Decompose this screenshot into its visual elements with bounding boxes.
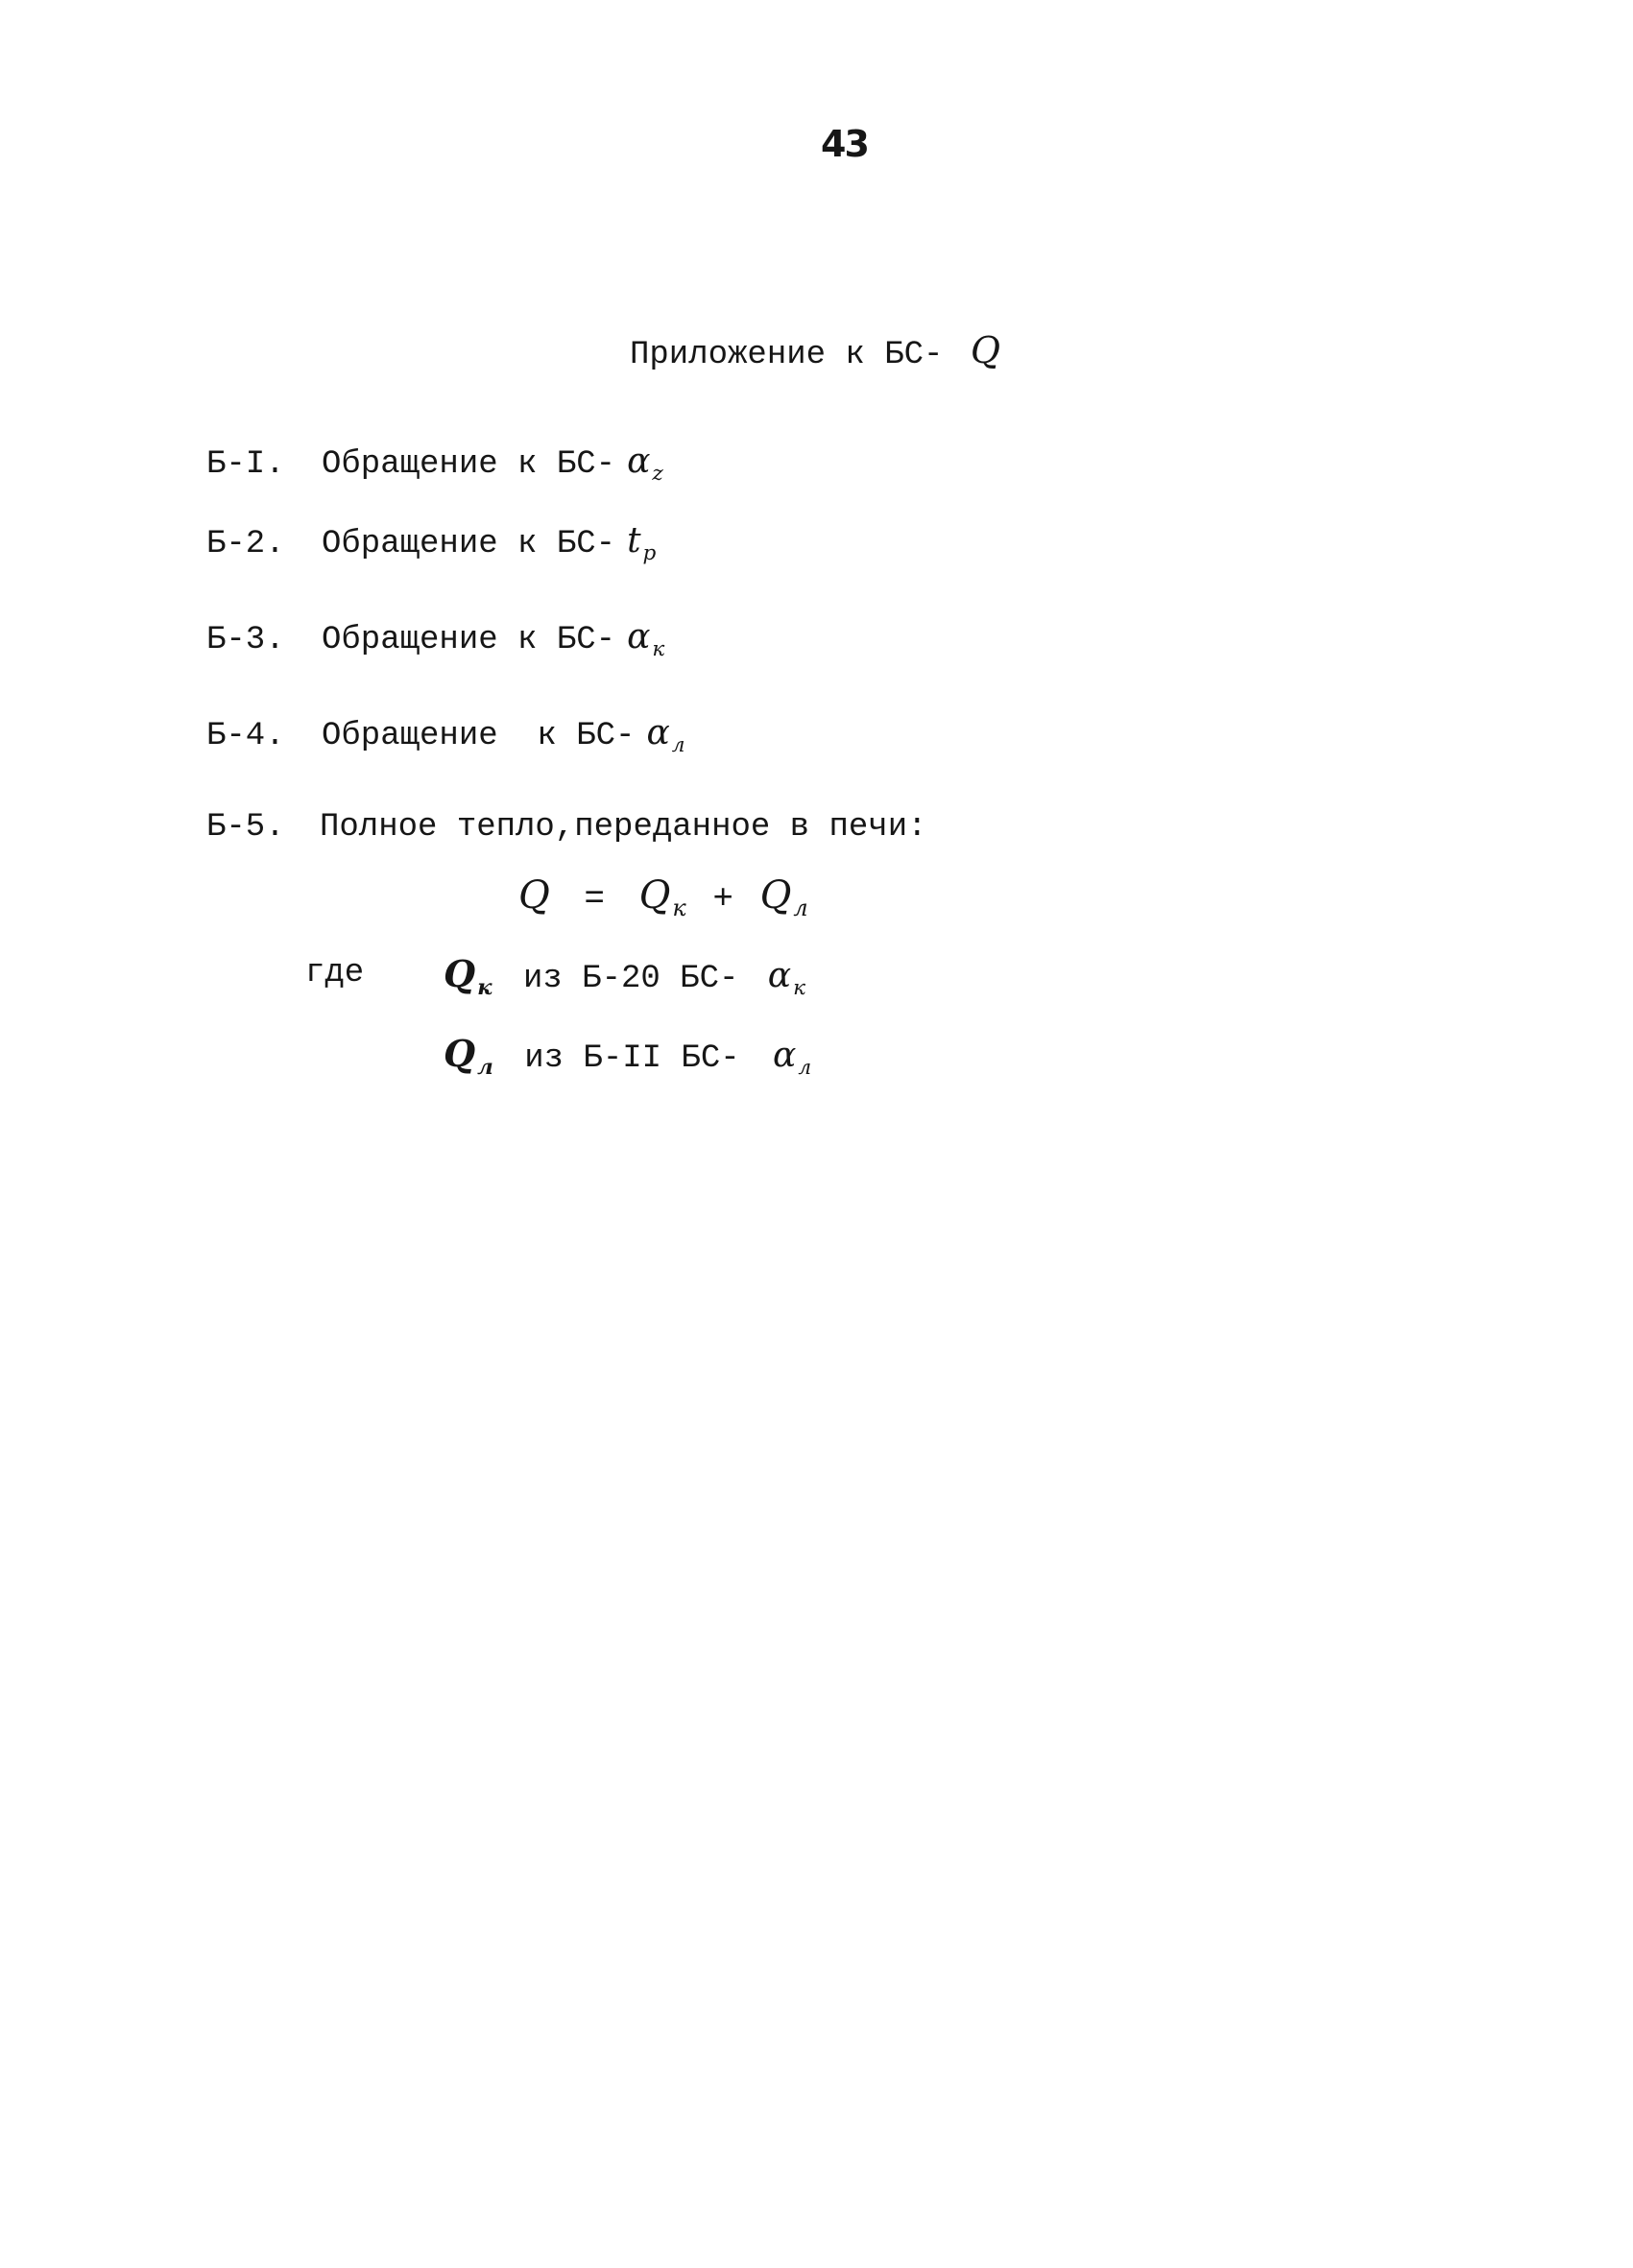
list-item	[206, 713, 685, 757]
where-text: из Б-II БС-	[524, 1040, 740, 1077]
item-number: Б-I.	[206, 446, 285, 483]
where-row	[444, 952, 805, 1000]
item-symbol: $\alpha_к$	[627, 617, 665, 661]
formula-lhs: Q	[518, 873, 550, 918]
item-text: Обращение к БС-	[322, 446, 616, 483]
where-quantity: $Q_л$	[444, 1032, 493, 1080]
where-symbol: $\alpha_к$	[767, 956, 806, 1000]
formula-term-2: $Q_л$	[759, 873, 808, 922]
item-symbol: $t_р$	[627, 521, 657, 565]
item-symbol: $\alpha_л$	[646, 713, 685, 757]
item-symbol: $\alpha_z$	[627, 442, 663, 486]
where-quantity: $Q_к$	[444, 952, 492, 1000]
item-text: Обращение к БС-	[322, 718, 636, 754]
item-number: Б-3.	[206, 622, 285, 658]
formula-equals: =	[584, 879, 606, 919]
appendix-title-symbol: Q	[970, 329, 1001, 371]
appendix-title	[630, 329, 1000, 373]
item-text: Полное тепло,переданное в печи:	[320, 809, 927, 846]
list-item	[206, 617, 664, 661]
formula	[518, 873, 808, 921]
item-number: Б-4.	[206, 718, 285, 754]
where-row	[444, 1032, 811, 1080]
where-symbol: $\alpha_л$	[773, 1036, 812, 1080]
list-item	[206, 442, 663, 486]
where-text: из Б-20 БС-	[522, 961, 739, 997]
list-item	[206, 809, 927, 846]
item-number: Б-2.	[206, 526, 285, 562]
page-number: 43	[821, 123, 868, 165]
item-number: Б-5.	[206, 809, 285, 846]
formula-term-1: $Q_к$	[638, 873, 686, 922]
list-item	[206, 521, 656, 565]
where-label: где	[305, 955, 365, 991]
appendix-title-text: Приложение к БС-	[630, 337, 944, 373]
item-text: Обращение к БС-	[322, 526, 616, 562]
formula-plus: +	[712, 879, 733, 919]
item-text: Обращение к БС-	[322, 622, 616, 658]
